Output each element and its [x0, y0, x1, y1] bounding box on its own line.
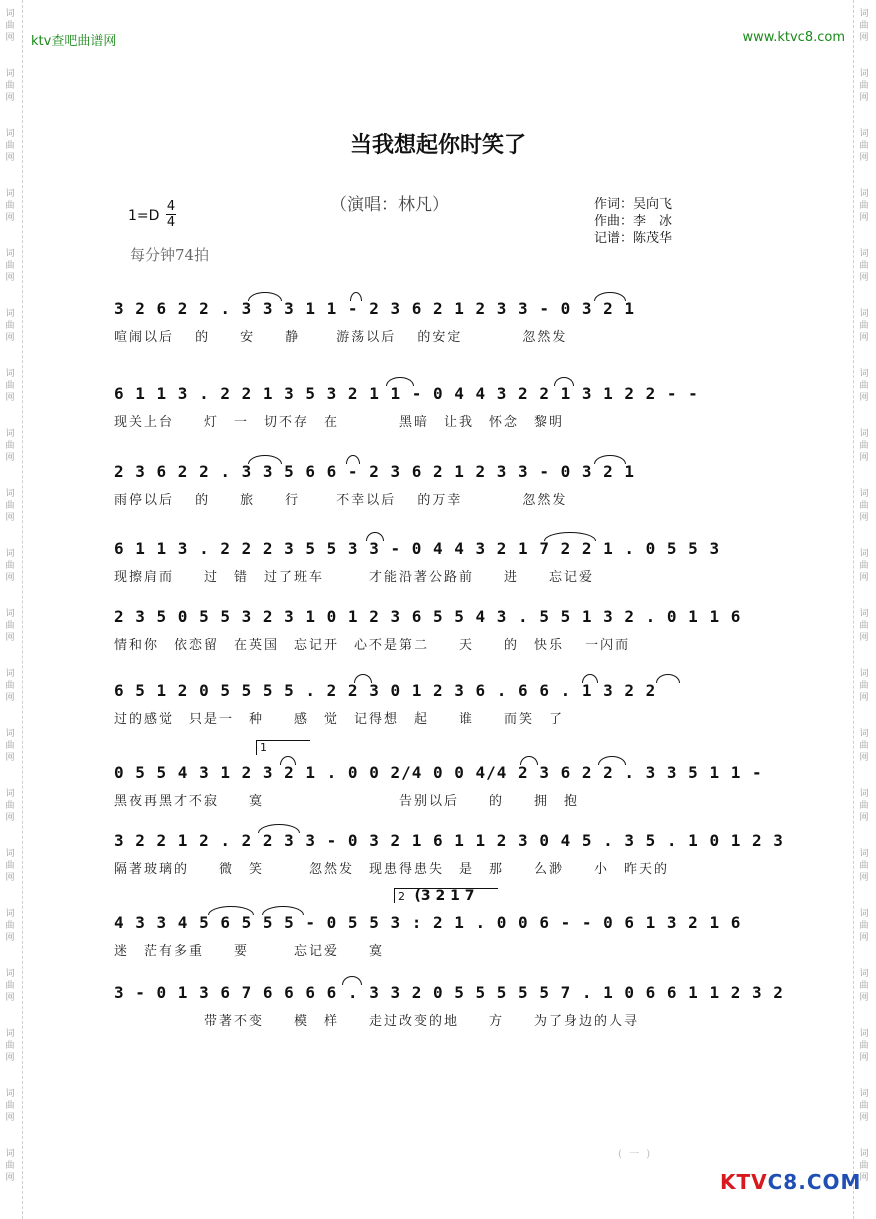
staff-7	[114, 762, 763, 809]
site-name-left[interactable]: ktv查吧曲谱网	[31, 34, 117, 49]
volta-2-notes: (3 2 1 7	[414, 888, 475, 904]
staff-8	[114, 830, 784, 877]
left-watermark-strip	[0, 0, 23, 1219]
watermark-text: 词 曲 网	[5, 789, 15, 823]
staff-5	[114, 606, 742, 653]
tie-mark	[342, 976, 362, 985]
tie-mark	[354, 674, 372, 683]
watermark-text: 词 曲 网	[859, 789, 869, 823]
staff-lyrics: 迷 茫有多重 要 忘记爱 寞	[114, 944, 385, 959]
song-title: 当我想起你时笑了	[349, 132, 526, 158]
tie-mark	[262, 906, 304, 915]
tie-mark	[346, 455, 360, 464]
watermark-text: 词 曲 网	[5, 849, 15, 883]
staff-notes: 3 2 2 1 2 . 2 2 3 3 - 0 3 2 1 6 1 1 2 3 0 4 5 . 3 5 . 1 0 1 2 3	[114, 831, 784, 850]
watermark-text: 词 曲 网	[859, 729, 869, 763]
watermark-text: 词 曲 网	[859, 909, 869, 943]
staff-4	[114, 538, 726, 585]
watermark-text: 词 曲 网	[5, 609, 15, 643]
watermark-text: 词 曲 网	[5, 249, 15, 283]
watermark-text: 词 曲 网	[859, 369, 869, 403]
staff-notes: 4 3 3 4 5 6 5 5 5 - 0 5 5 3 : 2 1 . 0 0 6 - - 0 6 1 3 2 1 6	[114, 913, 742, 932]
staff-9	[114, 912, 742, 959]
staff-2	[114, 383, 726, 430]
tie-mark	[248, 292, 282, 301]
watermark-text: 词 曲 网	[859, 1089, 869, 1123]
volta-2-number: 2	[398, 890, 405, 903]
watermark-text: 词 曲 网	[5, 1029, 15, 1063]
staff-notes: 2 3 6 2 2 . 3 3 5 6 6 - 2 3 6 2 1 2 3 3 - 0 3 2 1	[114, 462, 636, 481]
tie-mark	[208, 906, 254, 915]
volta-2	[394, 888, 498, 903]
staff-lyrics: 现擦肩而 过 错 过了班车 才能沿著公路前 进 忘记爱	[114, 570, 595, 585]
staff-lyrics: 雨停以后 的 旅 行 不幸以后 的万幸 忽然发	[114, 493, 568, 508]
volta-1: 1	[256, 740, 310, 755]
watermark-text: 词 曲 网	[5, 669, 15, 703]
staff-lyrics: 带著不变 模 样 走过改变的地 方 为了身边的人寻	[114, 1014, 640, 1029]
staff-6	[114, 680, 726, 727]
staff-lyrics: 情和你 依恋留 在英国 忘记开 心不是第二 天 的 快乐 一闪而	[114, 638, 631, 653]
watermark-text: 词 曲 网	[859, 309, 869, 343]
key-signature: 1=D	[128, 208, 160, 224]
staff-notes: 0 5 5 4 3 1 2 3 2 1 . 0 0 2/4 0 0 4/4 2 3 6 2 2 . 3 3 5 1 1 -	[114, 763, 763, 782]
tie-mark	[594, 455, 626, 464]
staff-3	[114, 461, 726, 508]
staff-lyrics: 喧闹以后 的 安 静 游荡以后 的安定 忽然发	[114, 330, 568, 345]
watermark-text: 词 曲 网	[859, 669, 869, 703]
staff-lyrics: 黑夜再黑才不寂 寞 告别以后 的 拥 抱	[114, 794, 580, 809]
ktvc8-logo[interactable]	[720, 1170, 861, 1194]
tie-mark	[544, 532, 596, 541]
staff-notes: 2 3 5 0 5 5 3 2 3 1 0 1 2 3 6 5 5 4 3 . 5 5 1 3 2 . 0 1 1 6	[114, 607, 742, 626]
staff-lyrics: 隔著玻璃的 微 笑 忽然发 现患得患失 是 那 么渺 小 昨天的	[114, 862, 670, 877]
transcriber: 记谱：陈茂华	[594, 231, 673, 246]
watermark-text: 词 曲 网	[859, 189, 869, 223]
site-url-right[interactable]: www.ktvc8.com	[742, 30, 845, 45]
watermark-text: 词 曲 网	[5, 729, 15, 763]
tie-mark	[656, 674, 680, 683]
time-signature-bottom: 4	[166, 215, 176, 230]
tie-mark	[350, 292, 362, 301]
watermark-text: 词 曲 网	[5, 189, 15, 223]
time-signature-top: 4	[166, 199, 176, 214]
staff-notes: 6 5 1 2 0 5 5 5 5 . 2 2 3 0 1 2 3 6 . 6 6 . 1 3 2 2	[114, 681, 657, 700]
tie-mark	[366, 532, 384, 541]
tie-mark	[598, 756, 626, 765]
tie-mark	[582, 674, 598, 683]
tie-mark	[594, 292, 626, 301]
watermark-text: 词 曲 网	[859, 1149, 869, 1183]
watermark-text: 词 曲 网	[5, 549, 15, 583]
watermark-text: 词 曲 网	[5, 129, 15, 163]
watermark-text: 词 曲 网	[5, 489, 15, 523]
staff-notes: 3 - 0 1 3 6 7 6 6 6 6 . 3 3 2 0 5 5 5 5 5 7 . 1 0 6 6 1 1 2 3 2	[114, 983, 784, 1002]
watermark-text: 词 曲 网	[5, 69, 15, 103]
watermark-text: 词 曲 网	[859, 69, 869, 103]
watermark-text: 词 曲 网	[5, 1149, 15, 1183]
staff-10	[114, 982, 784, 1029]
watermark-text: 词 曲 网	[5, 9, 15, 43]
watermark-text: 词 曲 网	[859, 129, 869, 163]
page-mark: ( 一 )	[618, 1149, 653, 1160]
staff-lyrics: 过的感觉 只是一 种 感 觉 记得想 起 谁 而笑 了	[114, 712, 565, 727]
watermark-text: 词 曲 网	[859, 489, 869, 523]
watermark-text: 词 曲 网	[859, 609, 869, 643]
staff-notes: 6 1 1 3 . 2 2 2 3 5 5 3 3 - 0 4 4 3 2 1 7 2 2 1 . 0 5 5 3	[114, 539, 721, 558]
watermark-text: 词 曲 网	[5, 369, 15, 403]
logo-part-ktv: KTV	[720, 1170, 768, 1194]
watermark-text: 词 曲 网	[859, 429, 869, 463]
watermark-text: 词 曲 网	[5, 429, 15, 463]
credits	[594, 196, 672, 247]
watermark-text: 词 曲 网	[5, 1089, 15, 1123]
tie-mark	[520, 756, 538, 765]
logo-part-domain: C8.COM	[767, 1170, 862, 1194]
watermark-text: 词 曲 网	[859, 9, 869, 43]
staff-lyrics: 现关上台 灯 一 切不存 在 黑暗 让我 怀念 黎明	[114, 415, 565, 430]
watermark-text: 词 曲 网	[5, 909, 15, 943]
tie-mark	[554, 377, 574, 386]
watermark-text: 词 曲 网	[859, 249, 869, 283]
composer: 作曲：李 冰	[594, 214, 673, 229]
tie-mark	[386, 377, 414, 386]
staff-1	[114, 298, 726, 345]
watermark-text: 词 曲 网	[859, 969, 869, 1003]
watermark-text: 词 曲 网	[5, 309, 15, 343]
staff-notes: 3 2 6 2 2 . 3 3 3 1 1 - 2 3 6 2 1 2 3 3 - 0 3 2 1	[114, 299, 636, 318]
tie-mark	[248, 455, 282, 464]
watermark-text: 词 曲 网	[859, 1029, 869, 1063]
lyricist: 作词：吴向飞	[594, 197, 673, 212]
tempo: 每分钟74拍	[130, 246, 210, 264]
tie-mark	[280, 756, 296, 765]
performer: （演唱：林凡）	[330, 195, 449, 215]
tie-mark	[258, 824, 300, 833]
watermark-text: 词 曲 网	[5, 969, 15, 1003]
right-watermark-strip	[853, 0, 876, 1219]
staff-notes: 6 1 1 3 . 2 2 1 3 5 3 2 1 1 - 0 4 4 3 2 2 1 3 1 2 2 - -	[114, 384, 699, 403]
time-signature	[166, 199, 176, 230]
watermark-text: 词 曲 网	[859, 549, 869, 583]
watermark-text: 词 曲 网	[859, 849, 869, 883]
